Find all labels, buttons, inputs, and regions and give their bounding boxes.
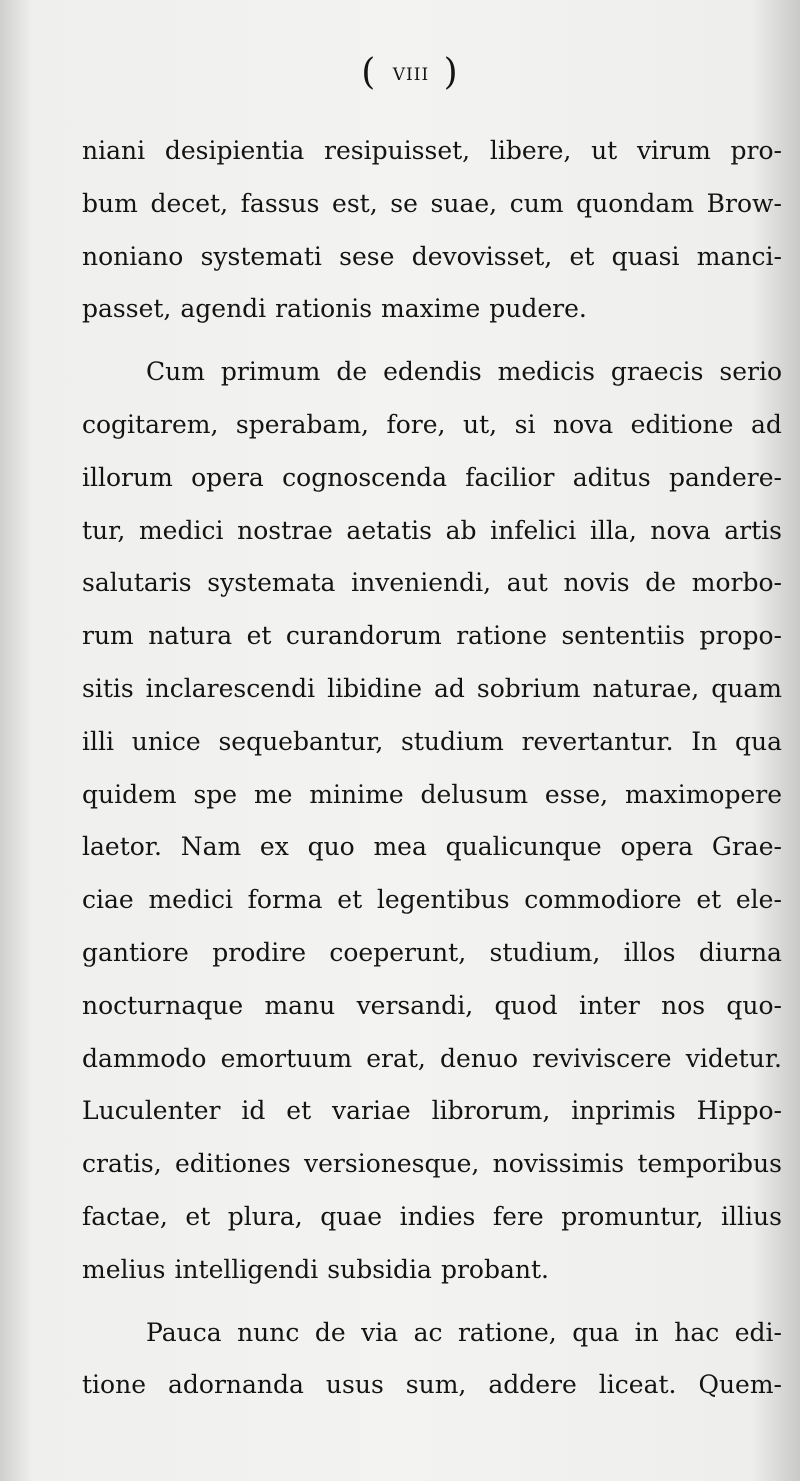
page-number: ( viii )	[361, 52, 461, 93]
text-line: tur, medici nostrae aetatis ab infelici illa, nova artis	[82, 515, 782, 545]
text-line: passet, agendi rationis maxime pudere.	[82, 294, 587, 324]
text-line: dammodo emortuum erat, denuo reviviscere videtur.	[82, 1043, 782, 1073]
text-line: Cum primum de edendis medicis graecis serio	[146, 357, 782, 387]
text-line: Pauca nunc de via ac ratione, qua in hac edi-	[146, 1317, 782, 1347]
paragraph-gap	[82, 336, 782, 346]
text-line: cogitarem, sperabam, fore, ut, si nova editione ad	[82, 409, 782, 439]
paragraph	[82, 125, 782, 336]
text-line: tione adornanda usus sum, addere liceat. Quem-	[82, 1370, 782, 1400]
text-line: illorum opera cognoscenda facilior aditus pandere-	[82, 462, 782, 492]
paragraph-gap	[82, 1297, 782, 1307]
text-line: cratis, editiones versionesque, novissimis temporibus	[82, 1149, 782, 1179]
body-text	[82, 125, 782, 1412]
text-line: nocturnaque manu versandi, quod inter nos quo-	[82, 990, 782, 1020]
text-line: ciae medici forma et legentibus commodiore et ele-	[82, 885, 782, 915]
text-line: bum decet, fassus est, se suae, cum quondam Brow-	[82, 188, 782, 218]
text-line: rum natura et curandorum ratione sententiis propo-	[82, 621, 782, 651]
text-line: quidem spe me minime delusum esse, maximopere	[82, 779, 782, 809]
text-line: illi unice sequebantur, studium revertantur. In qua	[82, 726, 782, 756]
text-line: noniano systemati sese devovisset, et quasi manci-	[82, 241, 782, 271]
text-line: niani desipientia resipuisset, libere, ut virum pro-	[82, 136, 782, 165]
text-line: Luculenter id et variae librorum, inprimis Hippo-	[82, 1096, 782, 1126]
text-line: salutaris systemata inveniendi, aut novis de morbo-	[82, 568, 782, 598]
text-line: gantiore prodire coeperunt, studium, illos diurna	[82, 937, 782, 967]
text-line: melius intelligendi subsidia probant.	[82, 1254, 549, 1284]
text-line: factae, et plura, quae indies fere promuntur, illius	[82, 1201, 782, 1231]
text-line: sitis inclarescendi libidine ad sobrium naturae, quam	[82, 673, 782, 703]
paragraph	[82, 346, 782, 1296]
paragraph	[82, 1307, 782, 1413]
text-line: laetor. Nam ex quo mea qualicunque opera Grae-	[82, 832, 782, 862]
